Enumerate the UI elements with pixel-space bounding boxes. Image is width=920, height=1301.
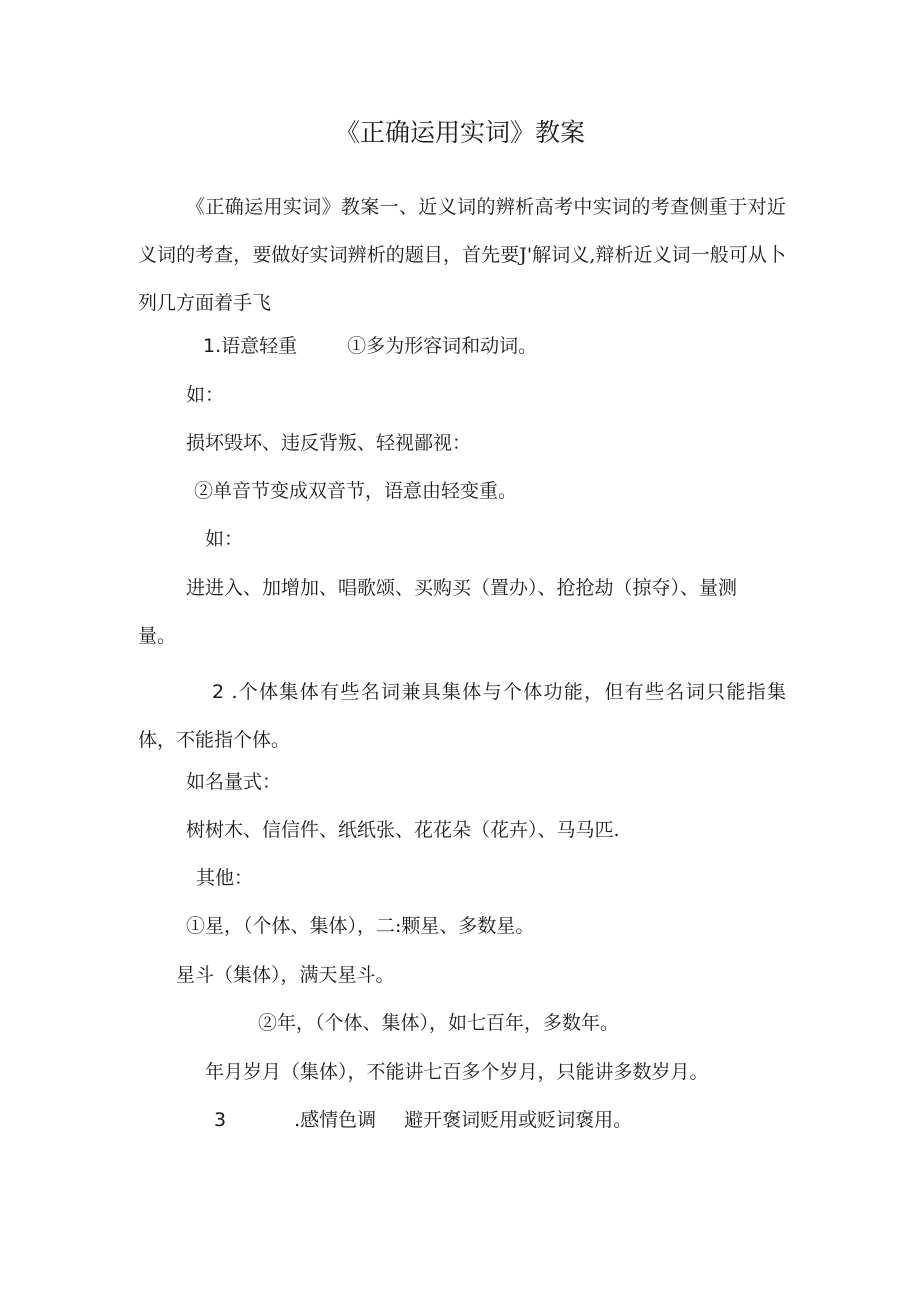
item-1-heading: 语意轻重 <box>221 335 298 357</box>
intro-paragraph: 《正确运用实词》教案一、近义词的辨析高考中实词的考查侧重于对近义词的考查，要做好实词辨析的题目，首先要J'解词义,辩析近义词一般可从卜列几方面着手飞 <box>138 196 786 314</box>
item-3-note: 避开褒词贬用或贬词褒用。 <box>404 1109 633 1131</box>
item-1-examples-2-line-1: 进进入、加增加、唱歌颂、买购买（置办）、抢抢劫（掠夺）、量测 <box>186 577 738 599</box>
page-title: 《正确运用实词》教案 <box>334 118 585 147</box>
item-2-paragraph <box>138 668 786 764</box>
item-2-other-2: ②年，（个体、集体），如七百年，多数年。 <box>258 1012 620 1034</box>
item-1-examples-2-line-2: 量。 <box>138 625 177 647</box>
item-3-heading: .感情色调 <box>294 1109 377 1131</box>
item-1-note: ①多为形容词和动词。 <box>347 335 538 357</box>
item-2-text: .个体集体有些名词兼具集体与个体功能，但有些名词只能指集体，不能指个体。 <box>138 681 786 751</box>
item-1-ru-2: 如： <box>205 528 244 550</box>
item-2-other-1b: 星斗（集体），满天星斗。 <box>176 964 395 986</box>
item-3-line <box>214 1105 632 1135</box>
item-3-number: 3 <box>214 1109 227 1131</box>
item-2-ru: 如名量式： <box>186 771 282 793</box>
item-2-number: 2 <box>212 681 225 703</box>
item-2-other-1: ①星，（个体、集体），二:颗星、多数星。 <box>186 915 535 937</box>
item-1-line <box>203 331 537 361</box>
item-1-number: 1. <box>203 335 222 357</box>
item-2-other-2b: 年月岁月（集体），不能讲七百多个岁月，只能讲多数岁月。 <box>205 1061 709 1083</box>
item-1-ru: 如： <box>186 384 225 406</box>
item-1-note-2: ②单音节变成双音节，语意由轻变重。 <box>194 480 518 502</box>
item-2-examples: 树树木、信信件、纸纸张、花花朵（花卉）、马马匹. <box>186 819 620 841</box>
item-1-examples: 损坏毁坏、违反背叛、轻视鄙视： <box>186 432 472 454</box>
item-2-other: 其他： <box>196 867 254 889</box>
